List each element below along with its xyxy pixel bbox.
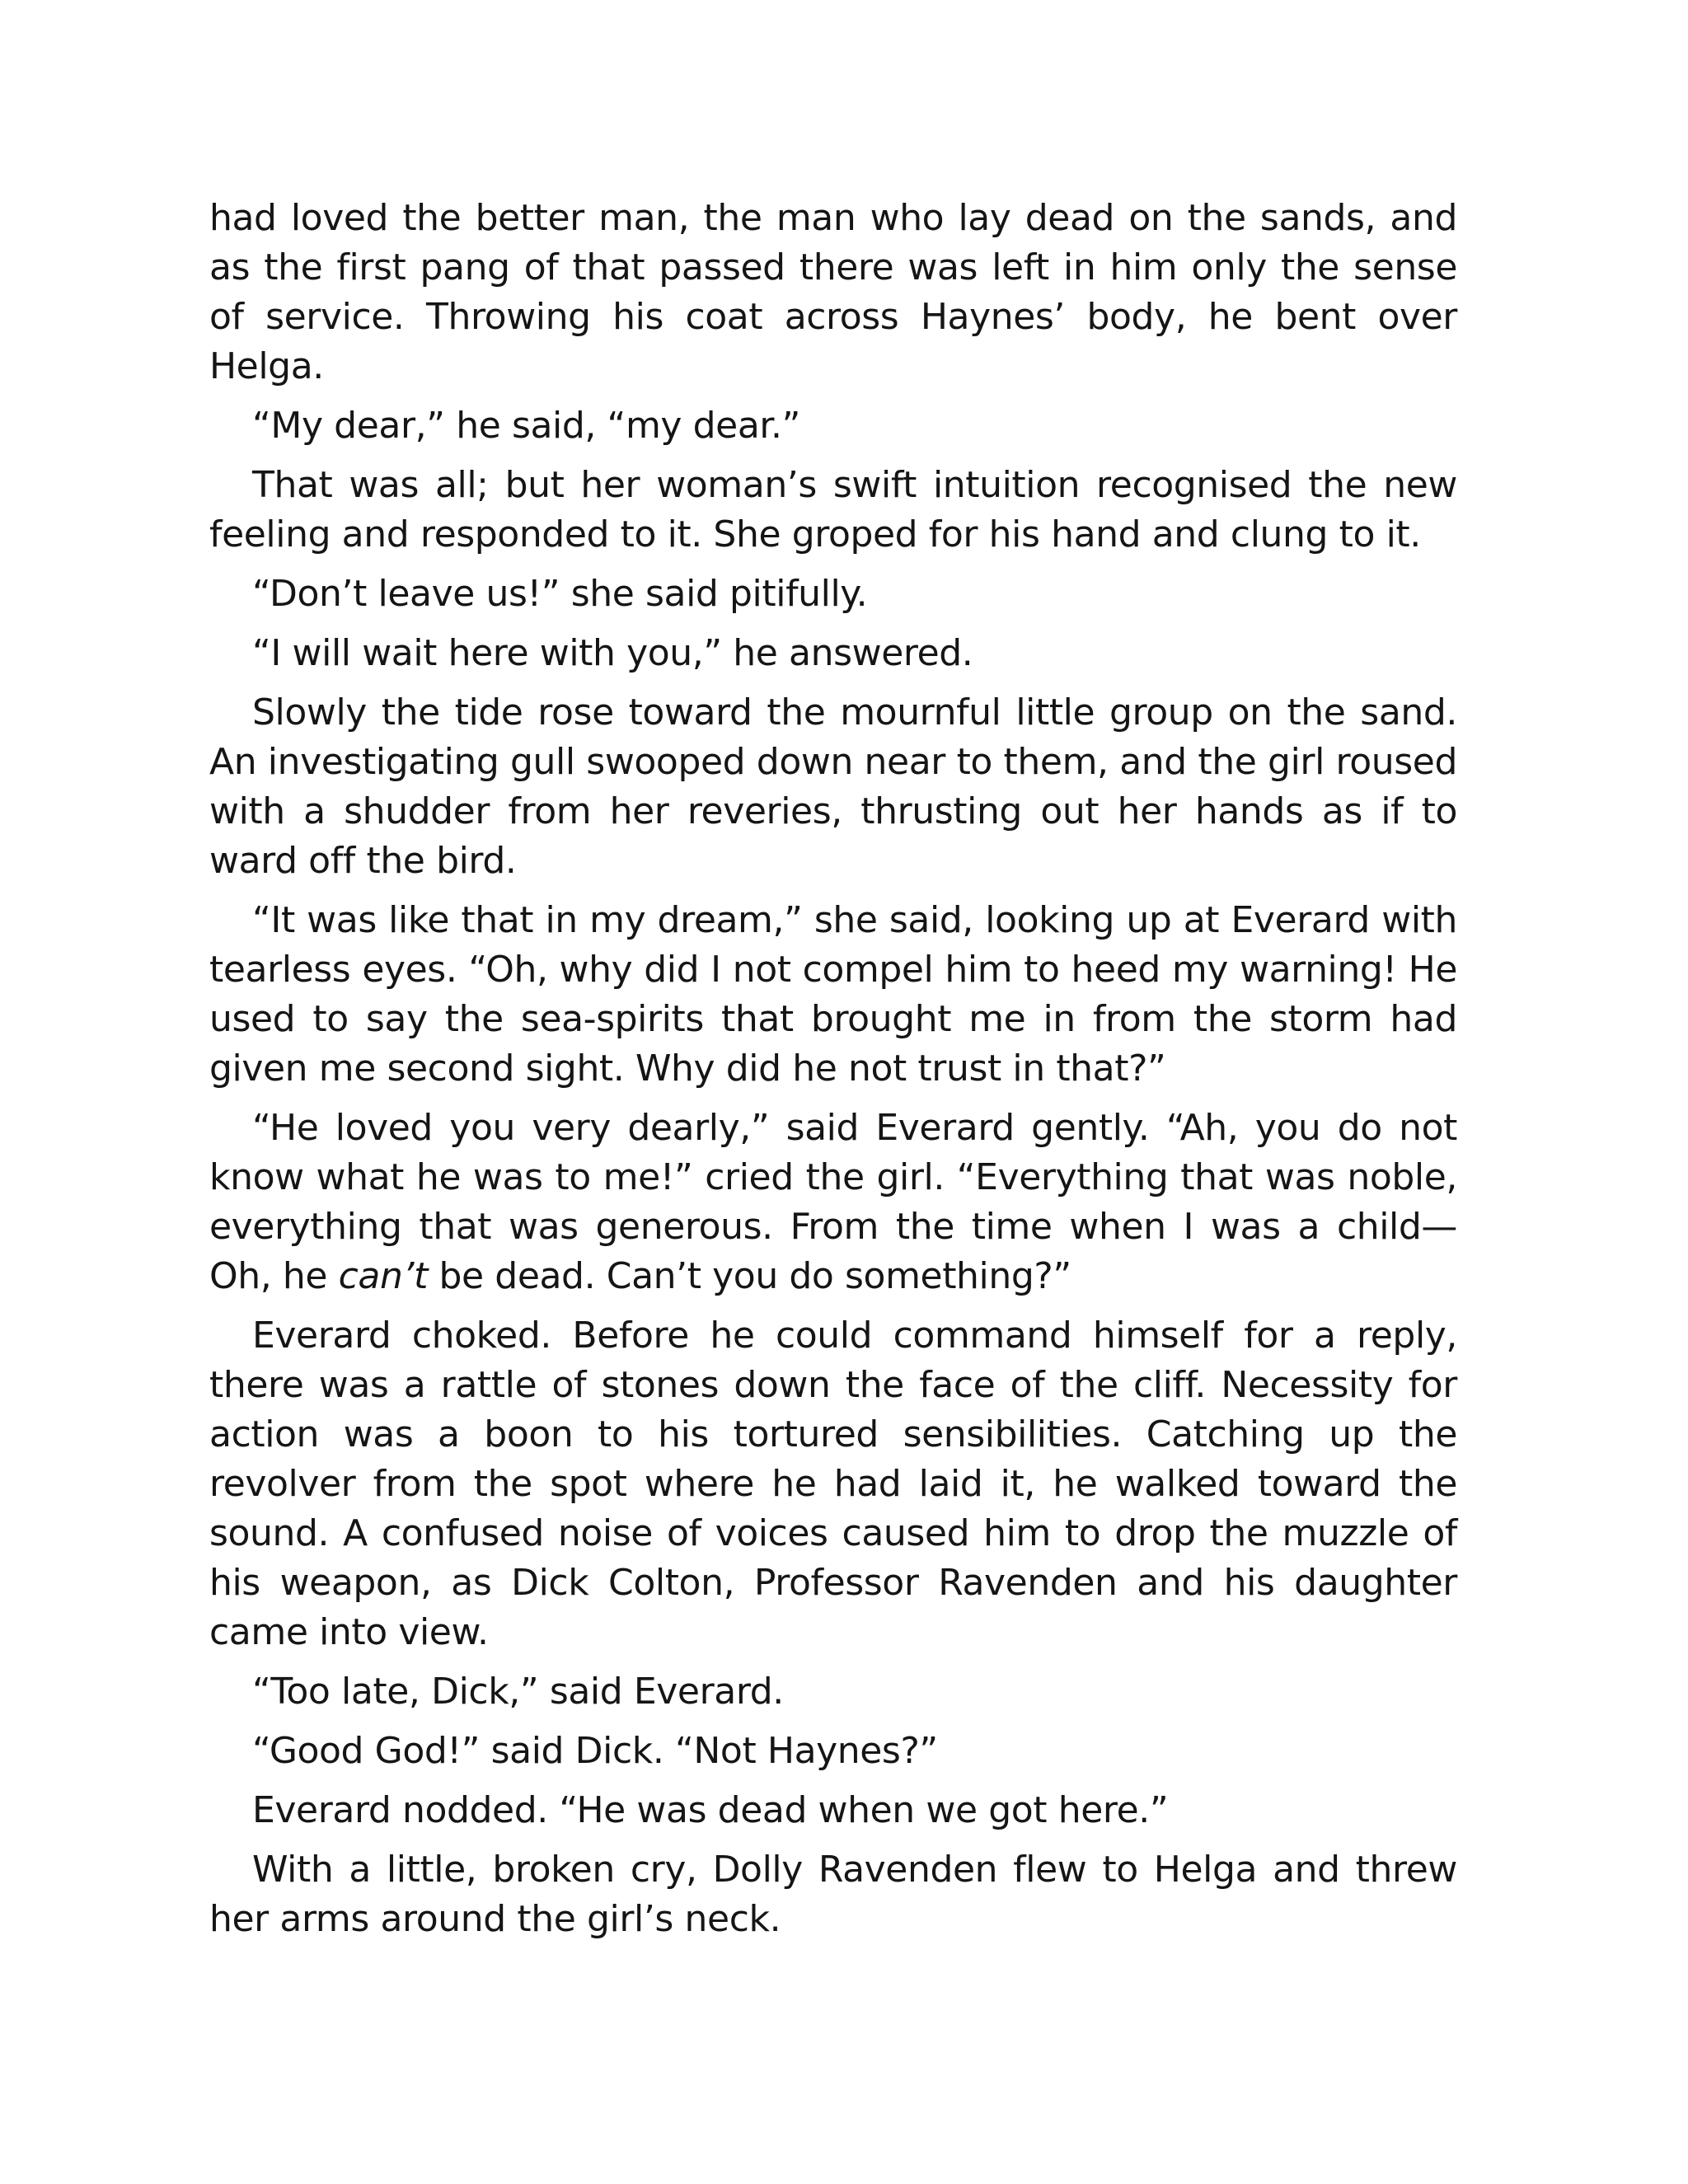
paragraph-4: “Don’t leave us!” she said pitifully.	[252, 573, 868, 615]
paragraph-8-before: “He loved you very dearly,” said Everard gently. “Ah, you do not know what he was to me!” cried the girl. “Everything that was noble, everything that was generous. From the time when I was a child— Oh, he	[209, 1107, 1457, 1297]
paragraph-2: “My dear,” he said, “my dear.”	[252, 405, 801, 447]
paragraph-5: “I will wait here with you,” he answered.	[252, 632, 973, 674]
paragraph-8-emphasis: can’t	[338, 1255, 428, 1297]
paragraph-6: Slowly the tide rose toward the mournful little group on the sand. An investigating gull swooped down near to them, and the girl roused with a shudder from her reveries, thrusting out her hands as if to ward off the bird.	[209, 691, 1457, 882]
paragraph-8	[209, 1104, 1457, 1301]
paragraph-1: had loved the better man, the man who lay dead on the sands, and as the first pang of that passed there was left in him only the sense of service. Throwing his coat across Haynes’ body, he bent over Helga.	[209, 197, 1457, 387]
paragraph-7: “It was like that in my dream,” she said, looking up at Everard with tearless eyes. “Oh, why did I not compel him to heed my warning! He used to say the sea-spirits that brought me in from the storm had given me second sight. Why did he not trust in that?”	[209, 899, 1457, 1090]
paragraph-8-after: be dead. Can’t you do something?”	[427, 1255, 1071, 1297]
paragraph-11: “Good God!” said Dick. “Not Haynes?”	[252, 1730, 938, 1772]
paragraph-3: That was all; but her woman’s swift intuition recognised the new feeling and responded to it. She groped for his hand and clung to it.	[209, 464, 1457, 555]
paragraph-13: With a little, broken cry, Dolly Ravenden flew to Helga and threw her arms around the girl’s neck.	[209, 1849, 1457, 1940]
paragraph-10: “Too late, Dick,” said Everard.	[252, 1671, 784, 1713]
paragraph-9: Everard choked. Before he could command himself for a reply, there was a rattle of stones down the face of the cliff. Necessity for action was a boon to his tortured sensibilities. Catching up the revolver from the spot where he had laid it, he walked toward the sound. A confused noise of voices caused him to drop the muzzle of his weapon, as Dick Colton, Professor Ravenden and his daughter came into view.	[209, 1315, 1457, 1653]
book-page	[209, 194, 1457, 1954]
paragraph-12: Everard nodded. “He was dead when we got here.”	[252, 1789, 1169, 1831]
